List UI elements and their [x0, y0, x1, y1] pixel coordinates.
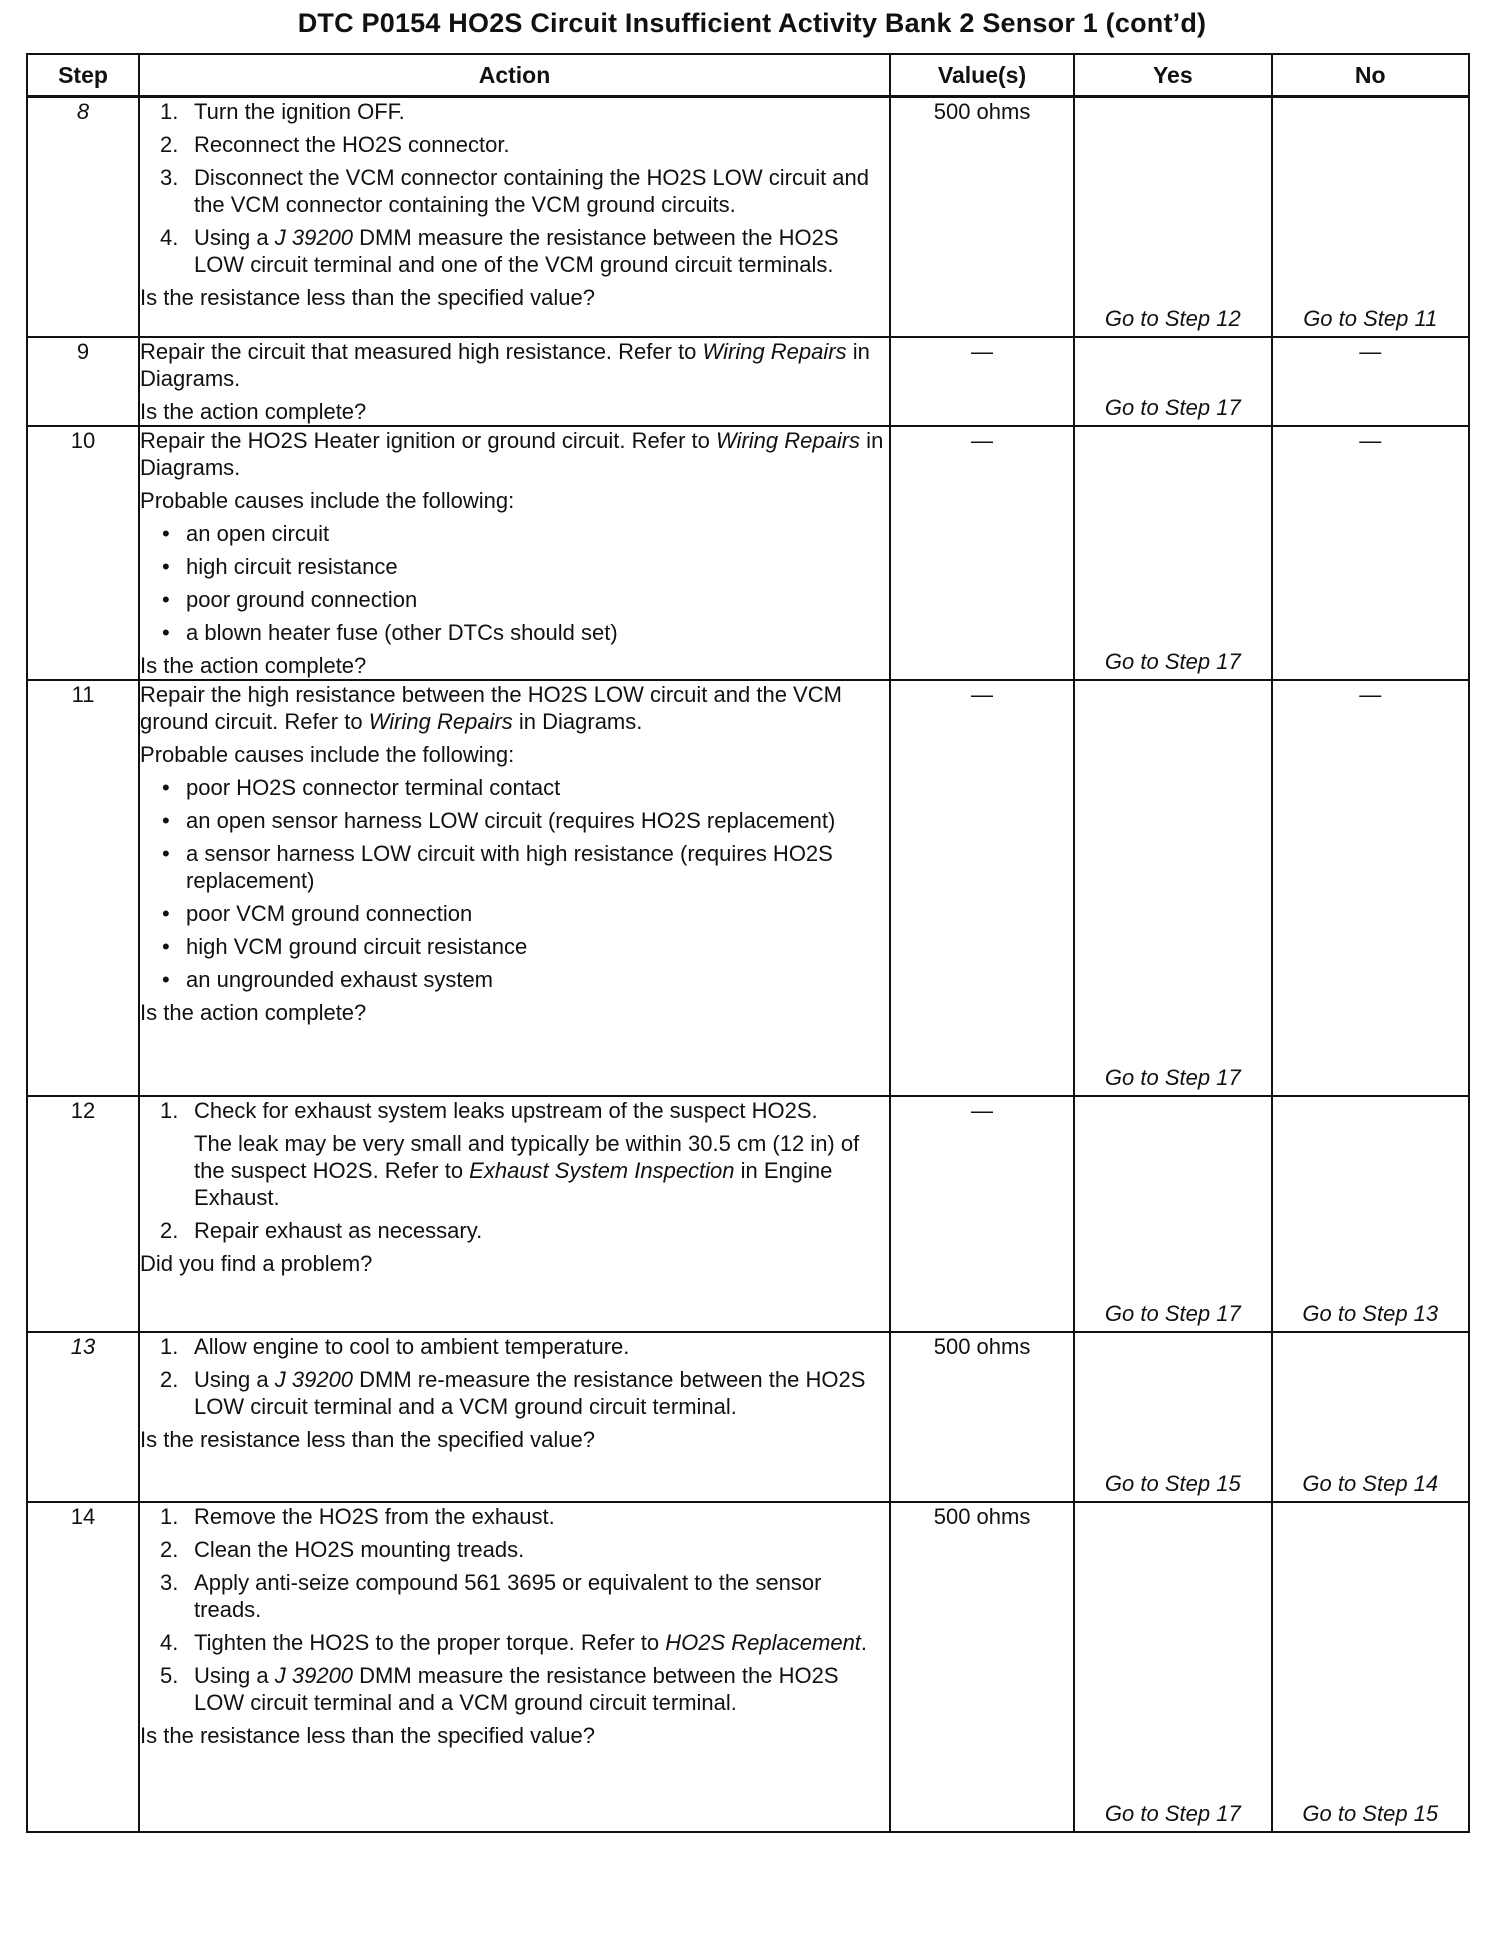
action-paragraph [140, 427, 889, 481]
reference-link-text: Exhaust System Inspection [469, 1157, 735, 1183]
header-action: Action [139, 54, 890, 97]
table-row [27, 426, 1469, 680]
item-text: Remove the HO2S from the exhaust. [194, 1503, 555, 1529]
value-cell: 500 ohms [890, 1502, 1074, 1832]
cause-text: high VCM ground circuit resistance [186, 933, 528, 959]
question-text: Is the resistance less than the specified value? [140, 285, 595, 310]
action-paragraph [140, 338, 889, 392]
item-number: 2. [160, 132, 179, 157]
yes-action: Go to Step 15 [1104, 1470, 1241, 1496]
bullet-icon: • [162, 807, 170, 833]
item-number: 1. [160, 1333, 179, 1359]
value-cell: — [890, 680, 1074, 1096]
action-cell [139, 337, 890, 426]
header-yes: Yes [1074, 54, 1271, 97]
bullet-icon: • [162, 520, 170, 546]
note-text: The leak may be very small and typically be within 30.5 cm (12 in) of the suspect HO2S. Refer to [194, 1130, 860, 1183]
item-text: Check for exhaust system leaks upstream of the suspect HO2S. [194, 1097, 818, 1123]
cause-text: an open circuit [186, 520, 330, 546]
question-text: Is the action complete? [140, 652, 367, 678]
action-cell [139, 1502, 890, 1832]
cause-text: poor VCM ground connection [186, 900, 473, 926]
item-number: 1. [160, 1097, 179, 1123]
list-item [140, 840, 889, 894]
action-cell [139, 97, 890, 337]
cause-text: an open sensor harness LOW circuit (requires HO2S replacement) [186, 807, 836, 833]
reference-link-text: HO2S Replacement [665, 1629, 861, 1655]
bullet-icon: • [162, 619, 170, 645]
item-number: 4. [160, 225, 179, 250]
action-cell [139, 1332, 890, 1502]
item-text: Using a [194, 225, 275, 250]
step-number: 9 [27, 337, 139, 426]
yes-cell [1074, 680, 1271, 1096]
list-item [140, 520, 889, 547]
yes-action: Go to Step 12 [1104, 305, 1241, 331]
item-number: 2. [160, 1536, 179, 1562]
diagnostic-table [26, 53, 1470, 1833]
action-cell [139, 680, 890, 1096]
list-item [140, 1503, 889, 1530]
bullet-icon: • [162, 774, 170, 800]
no-action: Go to Step 11 [1303, 305, 1438, 331]
no-cell [1272, 1332, 1469, 1502]
list-item [140, 1333, 889, 1360]
item-number: 3. [160, 1569, 179, 1595]
list-item [140, 553, 889, 580]
tool-reference: J 39200 [274, 225, 354, 250]
step-number: 10 [27, 426, 139, 680]
causes-list [140, 520, 889, 646]
table-row [27, 680, 1469, 1096]
cause-text: poor ground connection [186, 586, 418, 612]
list-item [140, 619, 889, 646]
list-item [140, 224, 889, 278]
item-text: Repair exhaust as necessary. [194, 1217, 483, 1243]
action-cell [139, 1096, 890, 1332]
paragraph-text: Repair the circuit that measured high resistance. Refer to [140, 338, 703, 364]
causes-label: Probable causes include the following: [140, 741, 515, 767]
no-cell: — [1272, 680, 1469, 1096]
list-item [140, 586, 889, 613]
item-text: Apply anti-seize compound 561 3695 or equivalent to the sensor treads. [194, 1569, 822, 1622]
item-text: Disconnect the VCM connector containing the HO2S LOW circuit and the VCM connector containing the VCM ground circuits. [194, 165, 870, 217]
item-text: Tighten the HO2S to the proper torque. Refer to [194, 1629, 666, 1655]
no-cell [1272, 1502, 1469, 1832]
no-cell [1272, 97, 1469, 337]
table-row [27, 337, 1469, 426]
bullet-icon: • [162, 840, 170, 866]
list-item [140, 1217, 889, 1244]
yes-cell [1074, 1096, 1271, 1332]
value-cell: 500 ohms [890, 1332, 1074, 1502]
header-no: No [1272, 54, 1469, 97]
no-cell: — [1272, 426, 1469, 680]
note-text: in Engine Exhaust. [194, 1157, 833, 1210]
item-number: 1. [160, 99, 179, 124]
bullet-icon: • [162, 933, 170, 959]
value-cell: 500 ohms [890, 97, 1074, 337]
action-paragraph [140, 681, 889, 735]
no-action: Go to Step 14 [1302, 1470, 1439, 1496]
item-number: 3. [160, 165, 179, 190]
table-header-row [27, 54, 1469, 97]
list-item [140, 1629, 889, 1656]
item-number: 2. [160, 1217, 179, 1243]
list-item [140, 807, 889, 834]
tool-reference: J 39200 [274, 1366, 354, 1392]
header-step: Step [27, 54, 139, 97]
reference-link-text: Wiring Repairs [368, 708, 513, 734]
bullet-icon: • [162, 553, 170, 579]
reference-link-text: Wiring Repairs [715, 427, 861, 453]
list-item [140, 1662, 889, 1716]
step-number: 8 [27, 97, 139, 337]
step-number: 13 [27, 1332, 139, 1502]
paragraph-text: Repair the HO2S Heater ignition or ground circuit. Refer to [140, 427, 716, 453]
step-number: 14 [27, 1502, 139, 1832]
header-values: Value(s) [890, 54, 1074, 97]
item-text: Reconnect the HO2S connector. [194, 132, 510, 157]
yes-action: Go to Step 17 [1104, 394, 1241, 420]
no-cell [1272, 1096, 1469, 1332]
reference-link-text: Wiring Repairs [702, 338, 847, 364]
no-action: Go to Step 15 [1302, 1800, 1439, 1826]
question-text: Is the action complete? [140, 999, 367, 1025]
item-text: Allow engine to cool to ambient temperature. [194, 1333, 630, 1359]
list-item [140, 774, 889, 801]
list-item [140, 1366, 889, 1420]
no-action: Go to Step 13 [1302, 1300, 1439, 1326]
yes-cell [1074, 1502, 1271, 1832]
item-text: Turn the ignition OFF. [194, 99, 405, 124]
tool-reference: J 39200 [274, 1662, 354, 1688]
no-cell: — [1272, 337, 1469, 426]
step-number: 11 [27, 680, 139, 1096]
table-row [27, 1332, 1469, 1502]
item-text: DMM measure the resistance between the HO2S LOW circuit terminal and a VCM ground circuit terminal. [194, 1662, 839, 1715]
question-text: Did you find a problem? [140, 1250, 373, 1276]
list-item [140, 164, 889, 218]
table-row [27, 97, 1469, 337]
list-item [140, 1536, 889, 1563]
paragraph-text: in Diagrams. [512, 708, 643, 734]
bullet-icon: • [162, 966, 170, 992]
list-item [140, 900, 889, 927]
list-item [140, 1097, 889, 1211]
yes-cell [1074, 337, 1271, 426]
item-text: Using a [194, 1662, 275, 1688]
item-number: 2. [160, 1366, 179, 1392]
list-item [140, 1569, 889, 1623]
cause-text: high circuit resistance [186, 553, 398, 579]
list-item [140, 98, 889, 125]
page-title: DTC P0154 HO2S Circuit Insufficient Activity Bank 2 Sensor 1 (cont’d) [297, 8, 1207, 38]
paragraph-text: in Diagrams. [140, 338, 870, 391]
question-text: Is the resistance less than the specified value? [140, 1426, 595, 1452]
value-cell: — [890, 426, 1074, 680]
yes-cell [1074, 1332, 1271, 1502]
list-item [140, 966, 889, 993]
paragraph-text: in Diagrams. [140, 427, 884, 480]
causes-label: Probable causes include the following: [140, 487, 515, 513]
yes-action: Go to Step 17 [1104, 648, 1241, 674]
value-cell: — [890, 1096, 1074, 1332]
cause-text: poor HO2S connector terminal contact [186, 774, 561, 800]
bullet-icon: • [162, 586, 170, 612]
yes-cell [1074, 97, 1271, 337]
list-item [140, 933, 889, 960]
item-text: . [860, 1629, 868, 1655]
table-row [27, 1096, 1469, 1332]
yes-cell [1074, 426, 1271, 680]
value-cell: — [890, 337, 1074, 426]
cause-text: a sensor harness LOW circuit with high resistance (requires HO2S replacement) [186, 840, 833, 893]
item-number: 1. [160, 1503, 179, 1529]
yes-action: Go to Step 17 [1104, 1064, 1241, 1090]
table-row [27, 1502, 1469, 1832]
item-text: Clean the HO2S mounting treads. [194, 1536, 525, 1562]
item-number: 5. [160, 1662, 179, 1688]
bullet-icon: • [162, 900, 170, 926]
item-text: DMM measure the resistance between the HO2S LOW circuit terminal and one of the VCM ground circuit terminals. [194, 225, 839, 277]
action-cell [139, 426, 890, 680]
item-text: Using a [194, 1366, 275, 1392]
question-text: Is the resistance less than the specified value? [140, 1722, 595, 1748]
item-note [194, 1130, 889, 1211]
item-text: DMM re-measure the resistance between the HO2S LOW circuit terminal and a VCM ground circuit terminal. [194, 1366, 866, 1419]
item-number: 4. [160, 1629, 179, 1655]
yes-action: Go to Step 17 [1104, 1300, 1241, 1326]
step-number: 12 [27, 1096, 139, 1332]
cause-text: an ungrounded exhaust system [186, 966, 494, 992]
paragraph-text: Repair the high resistance between the HO2S LOW circuit and the VCM ground circuit. Refer to [140, 681, 842, 734]
cause-text: a blown heater fuse (other DTCs should set) [186, 619, 618, 645]
list-item [140, 131, 889, 158]
causes-list [140, 774, 889, 993]
yes-action: Go to Step 17 [1104, 1800, 1241, 1826]
question-text: Is the action complete? [140, 398, 367, 424]
